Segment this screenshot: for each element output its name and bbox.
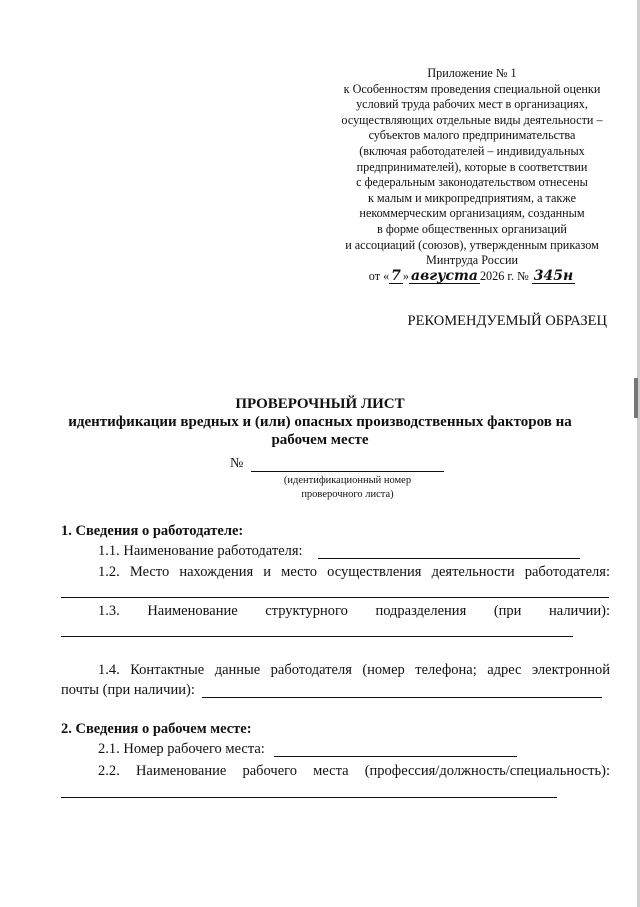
item-1-1-label: 1.1. Наименование работодателя: — [98, 543, 303, 559]
structural-unit-line[interactable] — [61, 636, 573, 637]
order-line — [322, 269, 622, 285]
approval-line: с федеральным законодательством отнесены — [356, 175, 588, 190]
workplace-name-line[interactable] — [61, 797, 557, 798]
approval-line: условий труда рабочих мест в организациях, — [356, 97, 588, 112]
approval-line: и ассоциаций (союзов), утвержденным приказом — [345, 237, 599, 252]
word: рабочего — [242, 763, 297, 779]
word: Контактные — [130, 662, 205, 678]
word: нахождения — [179, 564, 254, 580]
section1-heading: 1. Сведения о работодателе: — [61, 523, 244, 539]
word: подразделения — [375, 603, 467, 619]
employer-name-line[interactable] — [318, 558, 580, 559]
approval-line: к Особенностям проведения специальной оценки — [343, 81, 601, 96]
document-subtitle-cont: рабочем месте — [271, 432, 369, 448]
number-sign: № — [230, 456, 244, 471]
number-caption-line: (идентификационный номер — [283, 475, 412, 486]
word: деятельности — [431, 564, 515, 580]
word: место — [281, 564, 317, 580]
section2-heading: 2. Сведения о рабочем месте: — [61, 721, 252, 737]
number-caption — [251, 474, 444, 501]
word: работодателя: — [524, 564, 610, 580]
word: (профессия/должность/специальность): — [364, 763, 610, 779]
word: данные — [214, 662, 261, 678]
word: электронной — [531, 662, 610, 678]
order-prefix: от « — [368, 268, 390, 283]
item-1-4-label — [98, 662, 610, 679]
order-number: 345н — [533, 267, 574, 284]
word: 2.2. — [98, 763, 120, 779]
approval-line: субъектов малого предпринимательства — [368, 128, 576, 143]
document-title: ПРОВЕРОЧНЫЙ ЛИСТ — [235, 396, 405, 412]
order-mid: » — [402, 268, 410, 283]
word: места — [313, 763, 349, 779]
approval-line: Минтруда России — [425, 253, 518, 268]
word: Место — [129, 564, 170, 580]
item-2-1-label: 2.1. Номер рабочего места: — [98, 741, 265, 757]
word: наличии): — [549, 603, 610, 619]
item-1-2-label — [98, 564, 610, 581]
number-fill-line[interactable] — [251, 471, 444, 472]
workplace-number-line[interactable] — [274, 756, 517, 757]
word: 1.4. — [98, 662, 120, 678]
item-2-2-label — [98, 763, 610, 780]
approval-line: к малым и микропредприятиям, а также — [367, 190, 577, 205]
item-1-3-label — [98, 603, 610, 620]
word: (при — [493, 603, 522, 619]
word: осуществления — [327, 564, 422, 580]
number-caption-line: проверочного листа) — [301, 488, 394, 500]
word: телефона; — [415, 662, 477, 678]
word: работодателя — [270, 662, 352, 678]
word: 1.2. — [98, 564, 120, 580]
word: 1.3. — [98, 603, 120, 619]
word: Наименование — [147, 603, 238, 619]
sample-label: РЕКОМЕНДУЕМЫЙ ОБРАЗЕЦ — [407, 313, 607, 329]
word: и — [263, 564, 272, 580]
word: Наименование — [135, 763, 227, 779]
order-day: 7 — [391, 267, 401, 284]
order-month: августа — [411, 267, 478, 284]
approval-line: Приложение № 1 — [427, 66, 517, 80]
approval-line: (включая работодателей – индивидуальных — [359, 143, 585, 158]
word: (номер — [362, 662, 405, 678]
word: адрес — [487, 662, 522, 678]
approval-line: предпринимателей), которые в соответствии — [356, 159, 588, 174]
approval-line: некоммерческим организациям, созданным — [359, 206, 585, 221]
employer-address-line[interactable] — [61, 597, 609, 598]
word: структурного — [265, 603, 348, 619]
document-subtitle: идентификации вредных и (или) опасных производственных факторов на — [68, 414, 572, 430]
approval-block — [322, 66, 622, 284]
order-year: 2026 г. № — [479, 268, 529, 283]
contacts-line[interactable] — [202, 697, 602, 698]
item-1-4-cont: почты (при наличии): — [61, 682, 195, 698]
approval-line: осуществляющих отдельные виды деятельности – — [341, 112, 603, 127]
approval-line: в форме общественных организаций — [377, 221, 567, 236]
